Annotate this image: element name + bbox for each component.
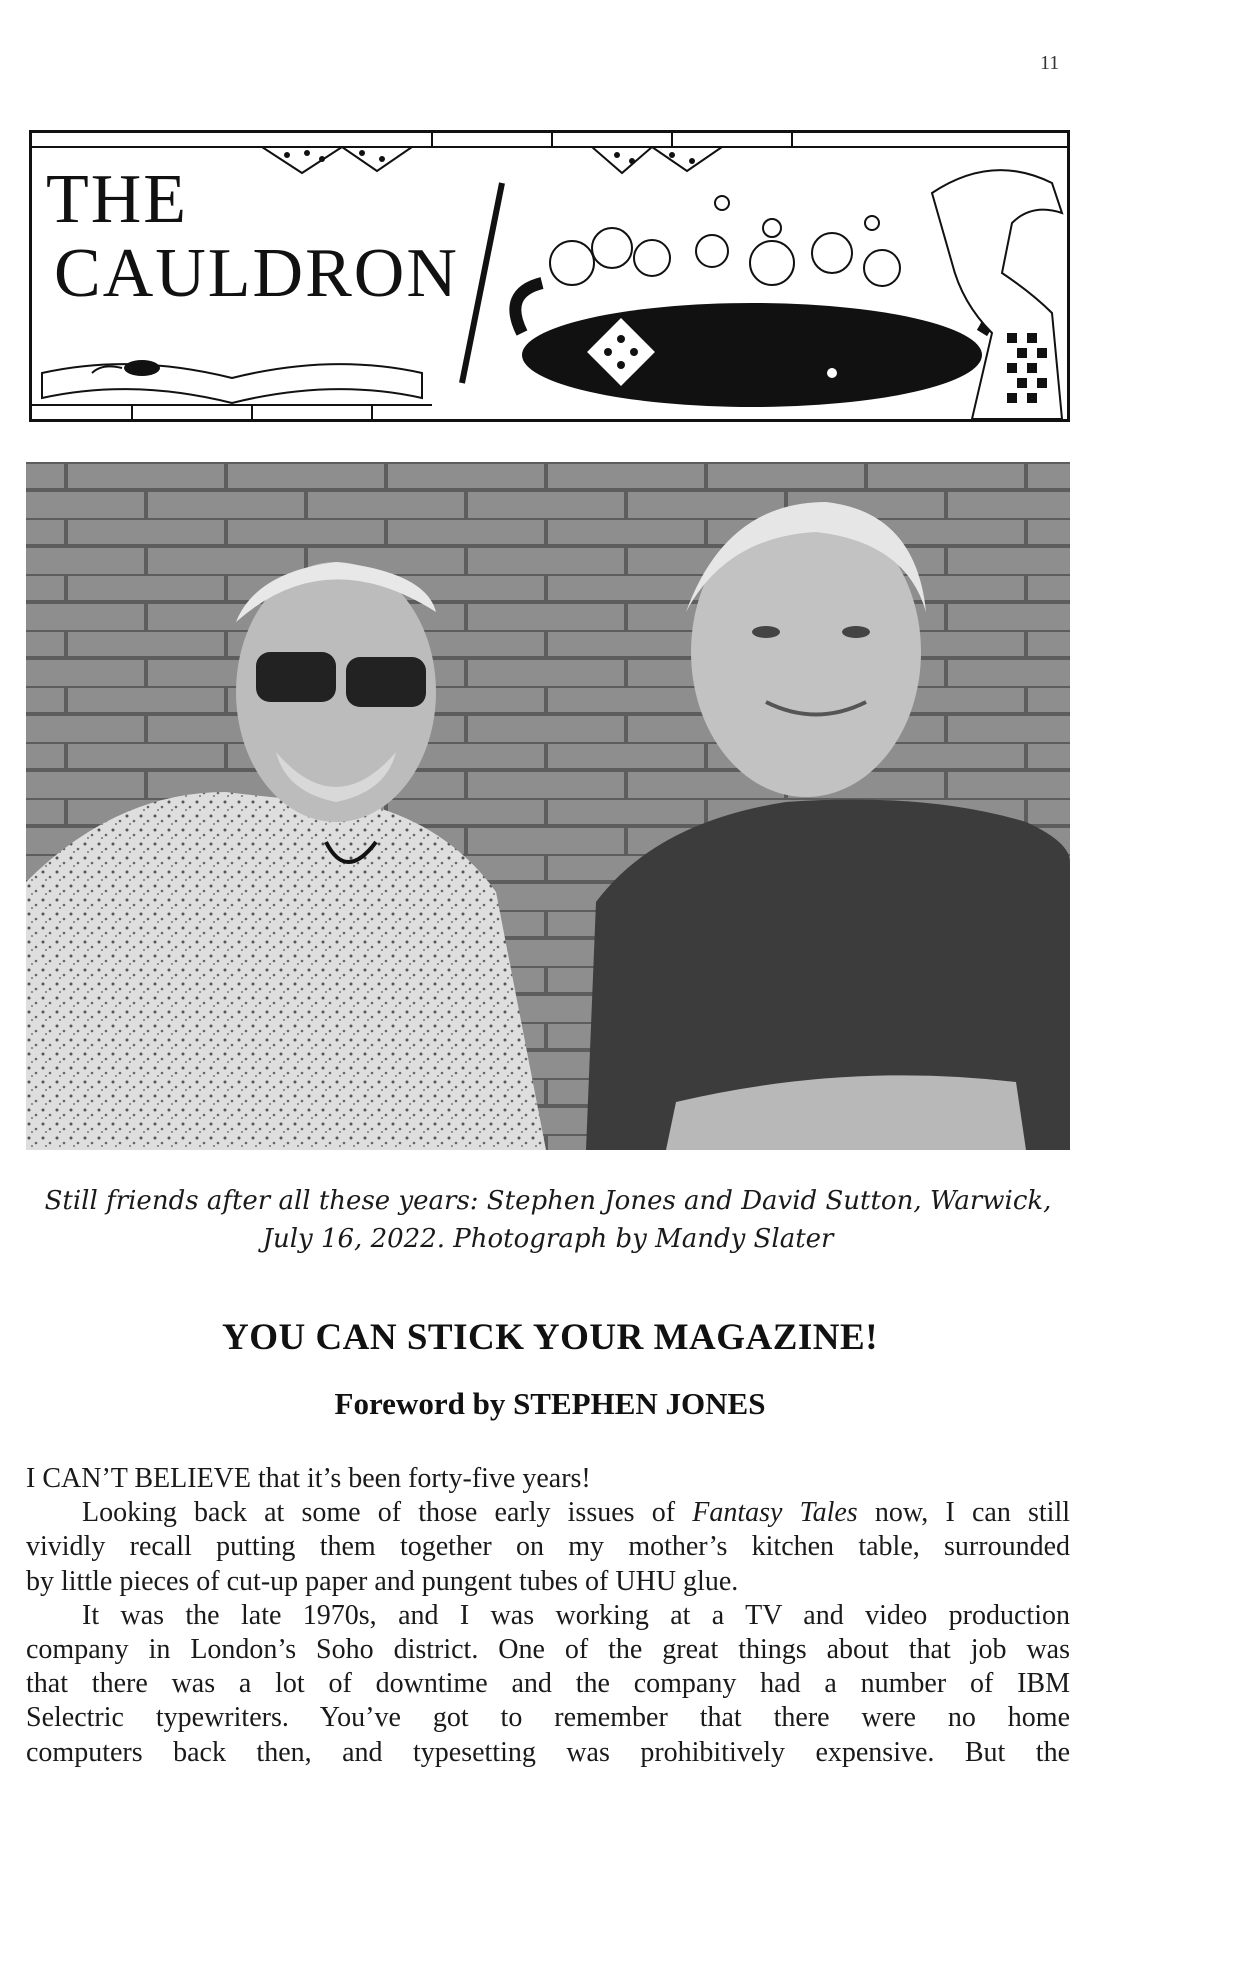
article-title: YOU CAN STICK YOUR MAGAZINE! xyxy=(221,1317,879,1358)
magazine-title: Fantasy Tales xyxy=(692,1497,858,1529)
banner-title-line1: THE xyxy=(46,161,189,238)
body-line: company in London’s Soho district. One of the great things about that job was xyxy=(26,1634,1070,1666)
cauldron-header-banner xyxy=(29,130,1070,422)
body-line: I CAN’T BELIEVE that it’s been forty-five years! xyxy=(26,1463,591,1494)
body-text-run: now, I can still xyxy=(857,1497,1071,1529)
article-body xyxy=(26,1462,1070,1770)
caption-line-2: July 16, 2022. Photograph by Mandy Slater xyxy=(262,1224,834,1254)
banner-title-line2: CAULDRON xyxy=(54,235,459,312)
body-line: computers back then, and typesetting was prohibitively expensive. But the xyxy=(26,1736,1070,1768)
page-number: 11 xyxy=(1040,52,1060,74)
article-byline: Foreword by STEPHEN JONES xyxy=(334,1386,766,1421)
photo-stephen-jones-david-sutton xyxy=(26,462,1070,1150)
body-line: vividly recall putting them together on my mother’s kitchen table, surrounded xyxy=(26,1531,1070,1563)
body-line: Selectric typewriters. You’ve got to remember that there were no home xyxy=(26,1702,1070,1734)
body-text-run: Looking back at some of those early issues of xyxy=(82,1497,693,1529)
banner-title xyxy=(46,163,459,311)
photo-caption xyxy=(26,1182,1070,1258)
body-line xyxy=(26,1496,1070,1530)
body-line: that there was a lot of downtime and the company had a number of IBM xyxy=(26,1668,1070,1700)
caption-line-1: Still friends after all these years: Stephen Jones and David Sutton, Warwick, xyxy=(44,1186,1052,1216)
body-line: by little pieces of cut-up paper and pungent tubes of UHU glue. xyxy=(26,1565,739,1597)
photo-image xyxy=(26,462,1070,1150)
body-line: It was the late 1970s, and I was working at a TV and video production xyxy=(82,1599,1070,1631)
